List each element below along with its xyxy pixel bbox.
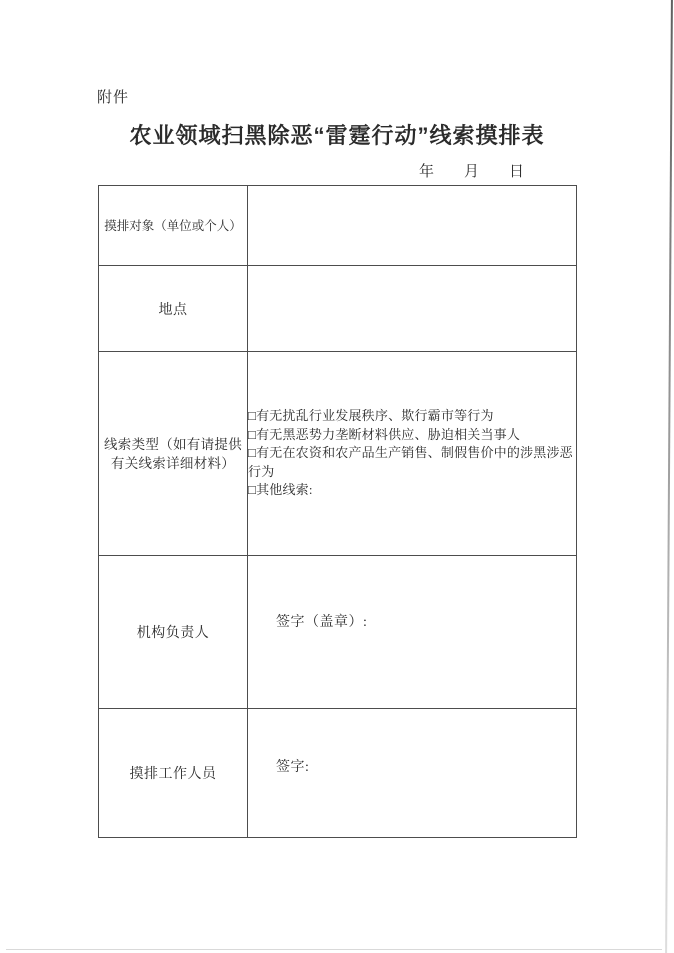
attachment-label: 附件 [97,90,130,106]
survey-staff-label: 摸排工作人员 [129,767,217,782]
checkbox-item [248,407,576,426]
page-edge-shadow-bottom [6,949,662,950]
checkbox-icon: □ [248,408,257,424]
location-label: 地点 [158,302,188,318]
cell-label-location [99,266,248,352]
table-row-agency-head [99,556,577,709]
checkbox-label: 有无扰乱行业发展秩序、欺行霸市等行为 [256,408,494,424]
checkbox-item [248,444,576,481]
signature-seal-label: 签字（盖章）: [276,615,368,630]
cell-value-survey-target [248,186,577,266]
checkbox-icon: □ [248,482,257,498]
agency-head-label: 机构负责人 [136,626,210,641]
form-table [98,185,577,838]
cell-label-survey-target [99,186,248,266]
survey-target-label: 摸排对象（单位或个人） [104,219,242,233]
cell-label-clue-type [99,352,248,556]
cell-label-survey-staff [99,709,248,838]
table-row-clue-type [99,352,577,556]
table-row-location [99,266,577,352]
checkbox-icon: □ [248,426,257,442]
table-row-survey-staff [99,709,577,838]
clue-type-label: 线索类型（如有请提供有关线索详细材料） [104,436,242,471]
cell-value-agency-head [248,556,577,709]
cell-value-clue-type [248,352,577,556]
signature-label: 签字: [276,759,310,775]
date-line: 年 月 日 [419,164,525,180]
document-title: 农业领域扫黑除恶“雷霆行动”线索摸排表 [129,123,545,148]
checkbox-item [248,426,576,445]
checkbox-label: 有无在农资和农产品生产销售、制假售价中的涉黑涉恶行为 [248,445,573,479]
checkbox-label: 有无黑恶势力垄断材料供应、胁迫相关当事人 [256,426,521,442]
table-row-survey-target [99,186,577,266]
cell-value-survey-staff [248,709,577,838]
cell-label-agency-head [99,556,248,709]
checkbox-label: 其他线索: [256,482,313,498]
checkbox-icon: □ [248,445,257,461]
cell-value-location [248,266,577,352]
checkbox-item [248,481,576,500]
